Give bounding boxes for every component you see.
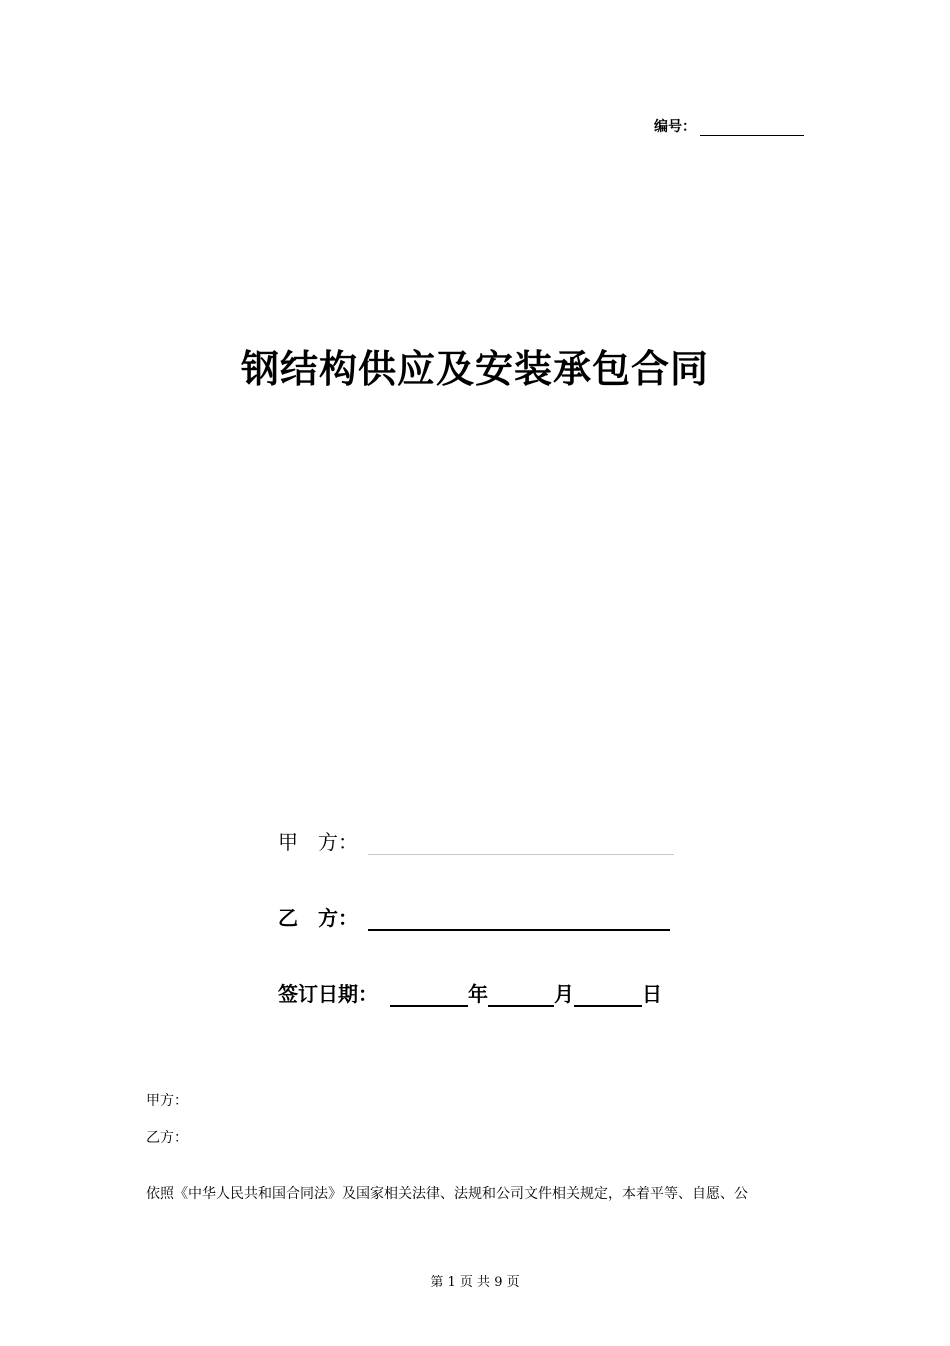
party-a-field bbox=[278, 826, 674, 855]
year-blank bbox=[390, 983, 468, 1007]
body-party-b: 乙方： bbox=[146, 1130, 188, 1146]
page-footer: 第 1 页 共 9 页 bbox=[430, 1275, 520, 1290]
year-label: 年 bbox=[468, 982, 488, 1006]
contract-number-label: 编号： bbox=[654, 119, 696, 135]
day-label: 日 bbox=[642, 982, 662, 1006]
sign-date-field bbox=[278, 978, 662, 1007]
party-b-label: 乙 方： bbox=[278, 906, 358, 930]
body-intro-paragraph: 依照《中华人民共和国合同法》及国家相关法律、法规和公司文件相关规定，本着平等、自愿、公 bbox=[146, 1186, 748, 1202]
document-title: 钢结构供应及安装承包合同 bbox=[240, 347, 709, 391]
party-b-blank bbox=[368, 907, 670, 931]
month-label: 月 bbox=[554, 982, 574, 1006]
day-blank bbox=[574, 983, 642, 1007]
month-blank bbox=[488, 983, 554, 1007]
contract-number-blank bbox=[700, 119, 804, 136]
contract-number-row bbox=[654, 116, 804, 136]
party-b-field bbox=[278, 902, 670, 931]
sign-date-label: 签订日期： bbox=[278, 982, 378, 1006]
party-a-blank bbox=[368, 832, 674, 855]
body-party-a: 甲方： bbox=[146, 1093, 188, 1109]
party-a-label: 甲 方： bbox=[278, 830, 358, 854]
